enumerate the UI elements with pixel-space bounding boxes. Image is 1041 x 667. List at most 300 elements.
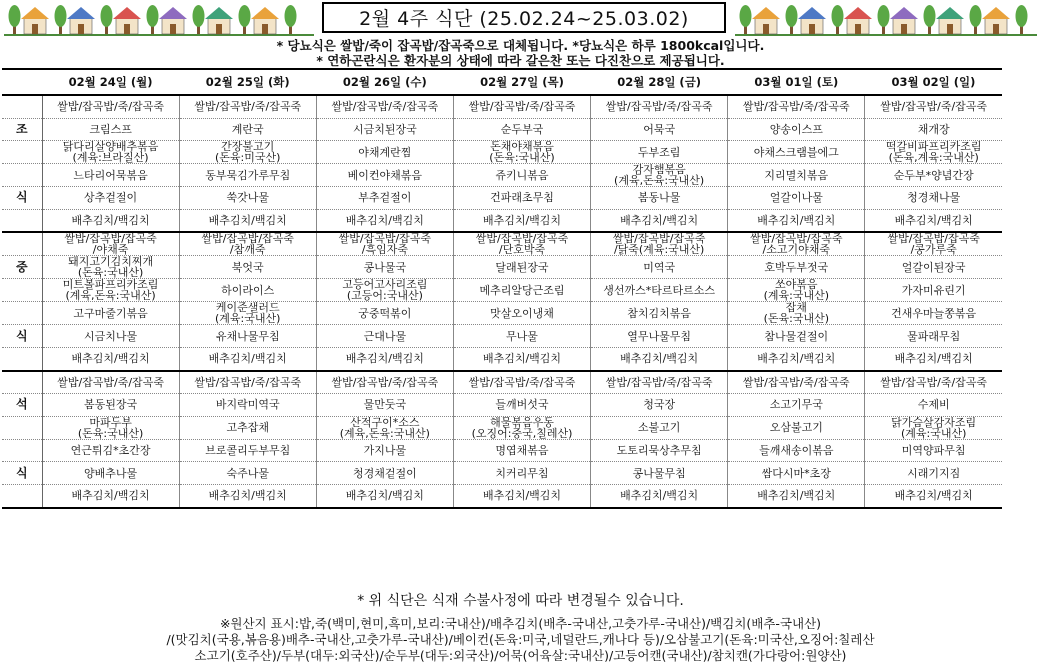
menu-item-text: 무나물: [506, 329, 538, 343]
menu-cell: [42, 118, 179, 141]
menu-item-text: 쌀밥/잡곡밥/죽/잡곡죽: [331, 100, 439, 114]
meal-label: [2, 209, 42, 232]
menu-cell: [865, 439, 1002, 462]
menu-item-text: 배추김치/백김치: [757, 352, 836, 366]
menu-cell: [316, 141, 453, 164]
menu-item-text: 도토리묵상추무침: [616, 444, 702, 458]
menu-cell: [865, 164, 1002, 187]
menu-cell: [865, 416, 1002, 439]
menu-cell: [179, 325, 316, 348]
menu-cell: [865, 118, 1002, 141]
menu-row: [2, 164, 1002, 187]
menu-item-text: 참치김치볶음: [627, 306, 692, 320]
menu-item-text: 쌀밥/잡곡밥/죽/잡곡죽: [468, 100, 576, 114]
meal-label: [2, 302, 42, 325]
menu-item-text: /닭죽(계육:국내산): [613, 243, 705, 256]
menu-row: [2, 439, 1002, 462]
menu-item-text: 배추김치/백김치: [620, 352, 699, 366]
menu-item-text: 배추김치/백김치: [345, 352, 424, 366]
menu-item-text: 쌀밥/잡곡밥/죽/잡곡죽: [468, 375, 576, 389]
menu-cell: [865, 256, 1002, 279]
menu-item-text: 시래기지짐: [907, 466, 961, 480]
menu-item-text: 물파래무침: [907, 329, 961, 343]
menu-cell: [728, 439, 865, 462]
menu-item-text: 쑥갓나물: [226, 191, 269, 205]
menu-item-text: 쏘야볶음: [775, 278, 818, 292]
menu-row: [2, 347, 1002, 370]
meal-label: 석: [2, 394, 42, 417]
day-header: 02월 27일 (목): [453, 69, 590, 95]
meal-label: [2, 279, 42, 302]
menu-item-text: (계육:브라질산): [72, 151, 149, 164]
menu-cell: [179, 302, 316, 325]
menu-cell: [42, 95, 179, 118]
menu-cell: [42, 164, 179, 187]
menu-item-text: (돈육,계육:국내산): [888, 151, 979, 164]
menu-cell: [179, 347, 316, 370]
menu-cell: [316, 439, 453, 462]
menu-item-text: 봄동나물: [637, 191, 681, 205]
menu-cell: [728, 325, 865, 348]
menu-cell: [316, 95, 453, 118]
diabetic-note: * 당뇨식은 쌀밥/죽이 잡곡밥/잡곡죽으로 대체됩니다. *당뇨식은 하루 1800kcal입니다.: [276, 38, 765, 53]
menu-cell: [591, 484, 728, 507]
menu-cell: [453, 164, 590, 187]
menu-item-text: 미역양파무침: [901, 444, 966, 458]
menu-item-text: 쌀밥/잡곡밥/죽/잡곡죽: [57, 100, 164, 114]
meal-label: [2, 416, 42, 439]
menu-cell: [42, 325, 179, 348]
menu-item-text: 하이라이스: [221, 283, 275, 297]
menu-item-text: 쌀밥/잡곡밥/죽/잡곡죽: [605, 100, 713, 114]
menu-cell: [179, 279, 316, 302]
menu-cell: [865, 279, 1002, 302]
menu-cell: [865, 484, 1002, 507]
menu-item-text: 쌀밥/잡곡밥/죽/잡곡죽: [331, 375, 439, 389]
menu-item-text: 계란국: [231, 122, 264, 136]
menu-cell: [728, 95, 865, 118]
menu-cell: [179, 164, 316, 187]
menu-cell: [865, 462, 1002, 485]
menu-row: [2, 325, 1002, 348]
menu-cell: [179, 118, 316, 141]
menu-cell: [728, 416, 865, 439]
menu-cell: [865, 232, 1002, 256]
menu-cell: [42, 187, 179, 210]
menu-row: [2, 232, 1002, 256]
menu-cell: [316, 256, 453, 279]
menu-item-text: /흑임자죽: [361, 243, 408, 256]
menu-item-text: 배추김치/백김치: [894, 214, 973, 228]
menu-row: [2, 394, 1002, 417]
menu-cell: [179, 394, 316, 417]
menu-item-text: 돈채야채볶음: [490, 140, 554, 154]
menu-cell: [728, 462, 865, 485]
menu-item-text: 열무나물무침: [627, 329, 692, 343]
menu-item-text: 청경채나물: [907, 191, 961, 205]
menu-cell: [453, 118, 590, 141]
menu-item-text: 궁중떡볶이: [358, 306, 412, 320]
menu-item-text: 배추김치/백김치: [894, 489, 973, 503]
menu-item-text: 봄동된장국: [84, 398, 138, 412]
menu-item-text: 배추김치/백김치: [345, 214, 424, 228]
menu-cell: [316, 232, 453, 256]
menu-cell: [453, 439, 590, 462]
menu-item-text: 소불고기: [637, 421, 681, 435]
menu-row: [2, 484, 1002, 507]
menu-item-text: /콩가루죽: [910, 243, 957, 256]
menu-cell: [453, 462, 590, 485]
menu-cell: [316, 279, 453, 302]
menu-item-text: 잡채: [785, 301, 807, 315]
menu-cell: [728, 118, 865, 141]
menu-cell: [42, 279, 179, 302]
menu-cell: [316, 187, 453, 210]
menu-cell: [453, 371, 590, 394]
menu-item-text: 소고기무국: [769, 398, 823, 412]
menu-row: [2, 371, 1002, 394]
menu-item-text: 시금치나물: [84, 329, 138, 343]
menu-title: 2월 4주 식단 (25.02.24~25.03.02): [322, 2, 726, 33]
menu-item-text: 참나물겉절이: [764, 329, 829, 343]
menu-cell: [591, 325, 728, 348]
menu-cell: [453, 394, 590, 417]
menu-cell: [179, 256, 316, 279]
menu-item-text: 돼지고기김치찌개: [68, 255, 154, 269]
day-header: 03월 01일 (토): [728, 69, 865, 95]
menu-item-text: 들깨버섯국: [495, 398, 549, 412]
menu-item-text: (계육:국내산): [763, 289, 829, 302]
menu-cell: [865, 302, 1002, 325]
menu-cell: [591, 141, 728, 164]
menu-item-text: 해물볶음우동: [490, 416, 554, 429]
menu-row: [2, 209, 1002, 232]
day-header: 02월 25일 (화): [179, 69, 316, 95]
menu-cell: [453, 232, 590, 256]
menu-item-text: (계육:국내산): [900, 426, 967, 440]
menu-item-text: 쌀밥/잡곡밥/잡곡죽: [612, 232, 706, 246]
menu-cell: [591, 95, 728, 118]
meal-label: [2, 439, 42, 462]
menu-item-text: 크림스프: [89, 122, 132, 136]
meal-label: [2, 141, 42, 164]
menu-cell: [865, 394, 1002, 417]
menu-item-text: 배추김치/백김치: [757, 489, 836, 503]
menu-cell: [453, 347, 590, 370]
menu-item-text: 배추김치/백김치: [894, 352, 973, 366]
menu-cell: [728, 279, 865, 302]
menu-item-text: 미역국: [643, 260, 676, 274]
menu-cell: [42, 347, 179, 370]
menu-cell: [453, 95, 590, 118]
menu-cell: [591, 371, 728, 394]
meal-label: 식: [2, 325, 42, 348]
menu-item-text: 쌀밥/잡곡밥/죽/잡곡죽: [194, 375, 302, 389]
menu-item-text: 배추김치/백김치: [71, 214, 150, 228]
menu-cell: [591, 164, 728, 187]
menu-item-text: (돈육:미국산): [215, 151, 281, 164]
menu-item-text: 물만둣국: [363, 398, 407, 412]
menu-cell: [316, 164, 453, 187]
menu-item-text: 양배추나물: [84, 466, 138, 480]
menu-cell: [728, 187, 865, 210]
menu-item-text: 수제비: [917, 398, 950, 412]
menu-item-text: 생선까스*타르타르소스: [603, 283, 716, 297]
menu-item-text: 떡갈비파프리카조림: [885, 140, 982, 154]
menu-item-text: /단호박죽: [498, 243, 546, 256]
menu-item-text: 쌀밥/잡곡밥/죽/잡곡죽: [194, 100, 302, 114]
menu-item-text: 쌀밥/잡곡밥/잡곡죽: [64, 232, 157, 246]
menu-item-text: 달래된장국: [495, 260, 549, 274]
menu-item-text: 채개장: [917, 122, 950, 136]
menu-item-text: (오징어:중국,칠레산): [471, 426, 573, 440]
menu-item-text: (계육:국내산): [215, 312, 281, 325]
menu-cell: [453, 325, 590, 348]
menu-item-text: 배추김치/백김치: [620, 489, 699, 503]
menu-item-text: 두부조림: [637, 145, 681, 159]
menu-item-text: 얼갈이된장국: [901, 260, 966, 274]
house-tree-decoration-left: [4, 0, 314, 36]
menu-item-text: 마파두부: [89, 416, 132, 429]
menu-cell: [316, 416, 453, 439]
menu-item-text: 감자햄볶음: [632, 163, 686, 177]
menu-cell: [179, 209, 316, 232]
menu-item-text: 쥬키니볶음: [495, 168, 549, 182]
menu-cell: [179, 232, 316, 256]
meal-label: [2, 164, 42, 187]
menu-cell: [42, 462, 179, 485]
menu-cell: [865, 347, 1002, 370]
menu-cell: [591, 416, 728, 439]
meal-label: 중: [2, 256, 42, 279]
menu-cell: [591, 232, 728, 256]
menu-item-text: 연근튀김*초간장: [70, 444, 151, 458]
menu-cell: [316, 325, 453, 348]
menu-cell: [42, 302, 179, 325]
day-header: 02월 24일 (월): [42, 69, 179, 95]
menu-cell: [728, 484, 865, 507]
menu-item-text: 배추김치/백김치: [620, 214, 699, 228]
menu-item-text: 어묵국: [643, 122, 676, 136]
menu-item-text: 미트볼파프리카조림: [62, 278, 159, 292]
menu-item-text: 숙주나물: [226, 466, 269, 480]
menu-row: [2, 279, 1002, 302]
menu-item-text: 명엽채볶음: [495, 444, 549, 458]
day-header: 03월 02일 (일): [865, 69, 1002, 95]
menu-cell: [42, 232, 179, 256]
menu-row: [2, 302, 1002, 325]
menu-cell: [179, 141, 316, 164]
menu-cell: [453, 187, 590, 210]
menu-item-text: 고등어고사리조림: [342, 278, 428, 292]
menu-item-text: 상추겉절이: [84, 191, 138, 205]
menu-cell: [42, 256, 179, 279]
menu-cell: [316, 371, 453, 394]
menu-item-text: 배추김치/백김치: [757, 214, 836, 228]
meal-label: [2, 232, 42, 256]
menu-row: [2, 141, 1002, 164]
menu-cell: [453, 484, 590, 507]
menu-cell: [179, 371, 316, 394]
menu-cell: [42, 141, 179, 164]
meal-label: [2, 484, 42, 507]
menu-item-text: 순두부국: [500, 122, 544, 136]
menu-item-text: 콩나물무침: [632, 466, 686, 480]
menu-cell: [728, 394, 865, 417]
menu-row: [2, 187, 1002, 210]
menu-cell: [728, 347, 865, 370]
menu-row: [2, 95, 1002, 118]
menu-item-text: 케이준샐러드: [215, 301, 280, 315]
menu-cell: [591, 439, 728, 462]
menu-item-text: 닭다리살양배추볶음: [62, 140, 159, 154]
menu-item-text: 고추잡채: [226, 421, 269, 435]
menu-item-text: (돈육:국내산): [489, 151, 555, 164]
meal-label: [2, 95, 42, 118]
menu-item-text: 얼갈이나물: [769, 191, 823, 205]
menu-cell: [865, 187, 1002, 210]
menu-item-text: 쌀밥/잡곡밥/잡곡죽: [887, 232, 980, 246]
menu-cell: [453, 256, 590, 279]
menu-item-text: 유채나물무침: [215, 329, 280, 343]
menu-item-text: 바지락미역국: [215, 398, 280, 412]
menu-cell: [728, 256, 865, 279]
menu-item-text: /참깨죽: [229, 243, 266, 256]
house-tree-decoration-right: [735, 0, 1037, 36]
menu-cell: [179, 416, 316, 439]
menu-item-text: 들깨새송이볶음: [759, 444, 834, 458]
menu-cell: [316, 394, 453, 417]
menu-cell: [728, 209, 865, 232]
menu-cell: [453, 141, 590, 164]
menu-item-text: 청경채겉절이: [352, 466, 417, 480]
menu-item-text: 배추김치/백김치: [71, 489, 150, 503]
menu-cell: [591, 394, 728, 417]
menu-item-text: 쌀밥/잡곡밥/잡곡죽: [475, 232, 569, 246]
menu-item-text: (돈육:국내산): [77, 426, 144, 440]
menu-cell: [591, 302, 728, 325]
origin-line: /(맛김치(국용,볶음용)배추-국내산,고춧가루-국내산)/베이컨(돈육:미국,네덜란드,캐나다 등)/오삼불고기(돈육:미국산,오징어:칠레산: [166, 632, 875, 647]
menu-item-text: 동부묵김가루무침: [205, 168, 291, 182]
menu-item-text: 쌀밥/잡곡밥/죽/잡곡죽: [605, 375, 713, 389]
menu-cell: [865, 209, 1002, 232]
menu-cell: [42, 439, 179, 462]
menu-item-text: 베이컨야채볶음: [347, 168, 423, 182]
menu-cell: [591, 209, 728, 232]
menu-cell: [316, 484, 453, 507]
menu-item-text: 근대나물: [363, 329, 407, 343]
menu-item-text: 지리멸치볶음: [764, 168, 829, 182]
menu-cell: [591, 256, 728, 279]
meal-header-blank: [2, 69, 42, 95]
menu-item-text: 청국장: [643, 398, 676, 412]
menu-cell: [179, 95, 316, 118]
menu-cell: [865, 371, 1002, 394]
menu-item-text: (고등어:국내산): [346, 289, 423, 302]
menu-row: [2, 256, 1002, 279]
menu-item-text: 맛살오이냉채: [490, 306, 554, 320]
menu-item-text: 양송이스프: [769, 122, 823, 136]
menu-item-text: /야채죽: [92, 243, 129, 256]
meal-label: [2, 347, 42, 370]
menu-item-text: 배추김치/백김치: [208, 352, 287, 366]
menu-item-text: 오삼불고기: [769, 421, 823, 435]
dysphagia-note: * 연하곤란식은 환자분의 상태에 따라 갈은찬 또는 다진찬으로 제공됩니다.: [316, 53, 725, 68]
menu-cell: [316, 302, 453, 325]
menu-cell: [728, 141, 865, 164]
menu-item-text: (계육,돈육:국내산): [614, 174, 705, 187]
menu-item-text: 쌀밥/잡곡밥/잡곡죽: [201, 232, 294, 246]
menu-cell: [453, 416, 590, 439]
menu-item-text: 치커리무침: [495, 466, 549, 480]
menu-cell: [179, 484, 316, 507]
menu-cell: [316, 347, 453, 370]
menu-cell: [42, 394, 179, 417]
menu-cell: [316, 209, 453, 232]
menu-cell: [591, 462, 728, 485]
menu-row: [2, 416, 1002, 439]
menu-item-text: 가자미유린기: [901, 283, 966, 297]
menu-cell: [42, 484, 179, 507]
menu-item-text: 산적구이*소스: [350, 416, 420, 429]
menu-cell: [42, 416, 179, 439]
menu-item-text: 콩나물국: [363, 260, 407, 274]
menu-change-notice: * 위 식단은 식재 수불사정에 따라 변경될수 있습니다.: [357, 593, 684, 609]
day-header-row: [2, 69, 1002, 95]
menu-item-text: 쌈다시마*초장: [761, 466, 831, 480]
menu-cell: [179, 439, 316, 462]
menu-item-text: 쌀밥/잡곡밥/죽/잡곡죽: [57, 375, 164, 389]
menu-item-text: 부추겉절이: [358, 191, 412, 205]
menu-item-text: 배추김치/백김치: [482, 352, 562, 366]
menu-cell: [728, 302, 865, 325]
menu-item-text: 메추리알당근조림: [479, 283, 565, 297]
day-header: 02월 28일 (금): [591, 69, 728, 95]
menu-item-text: 닭가슴살감자조림: [891, 416, 977, 429]
menu-item-text: 쌀밥/잡곡밥/잡곡죽: [750, 232, 843, 246]
menu-cell: [591, 279, 728, 302]
menu-cell: [42, 371, 179, 394]
day-header: 02월 26일 (수): [316, 69, 453, 95]
origin-line: 소고기(호주산)/두부(대두:외국산)/순두부(대두:외국산)/어묵(어육살:국내산)/고등어캔(국내산)/참치캔(가다랑어:원양산): [194, 648, 847, 663]
menu-item-text: (돈육:국내산): [763, 312, 829, 325]
weekly-menu-table: [2, 68, 1002, 509]
menu-item-text: 간장불고기: [221, 140, 275, 154]
menu-item-text: 순두부*양념간장: [893, 168, 974, 182]
menu-cell: [316, 462, 453, 485]
menu-item-text: /소고기야채죽: [762, 243, 830, 256]
menu-item-text: 시금치된장국: [352, 122, 417, 136]
menu-item-text: 느타리어묵볶음: [73, 168, 148, 182]
menu-cell: [865, 325, 1002, 348]
menu-item-text: 건새우마늘쫑볶음: [891, 306, 977, 320]
menu-item-text: 배추김치/백김치: [482, 489, 562, 503]
meal-label: 조: [2, 118, 42, 141]
menu-cell: [591, 187, 728, 210]
meal-label: 식: [2, 187, 42, 210]
menu-item-text: (돈육:국내산): [77, 266, 144, 279]
menu-item-text: 배추김치/백김치: [345, 489, 424, 503]
meal-label: 식: [2, 462, 42, 485]
menu-row: [2, 118, 1002, 141]
menu-item-text: 쌀밥/잡곡밥/죽/잡곡죽: [742, 100, 850, 114]
menu-item-text: (계육,돈육:국내산): [65, 289, 156, 302]
menu-item-text: 쌀밥/잡곡밥/잡곡죽: [338, 232, 432, 246]
menu-cell: [591, 118, 728, 141]
menu-item-text: 야채스크램블에그: [753, 145, 839, 159]
menu-cell: [728, 232, 865, 256]
menu-item-text: 브로콜리두부무침: [205, 444, 291, 458]
